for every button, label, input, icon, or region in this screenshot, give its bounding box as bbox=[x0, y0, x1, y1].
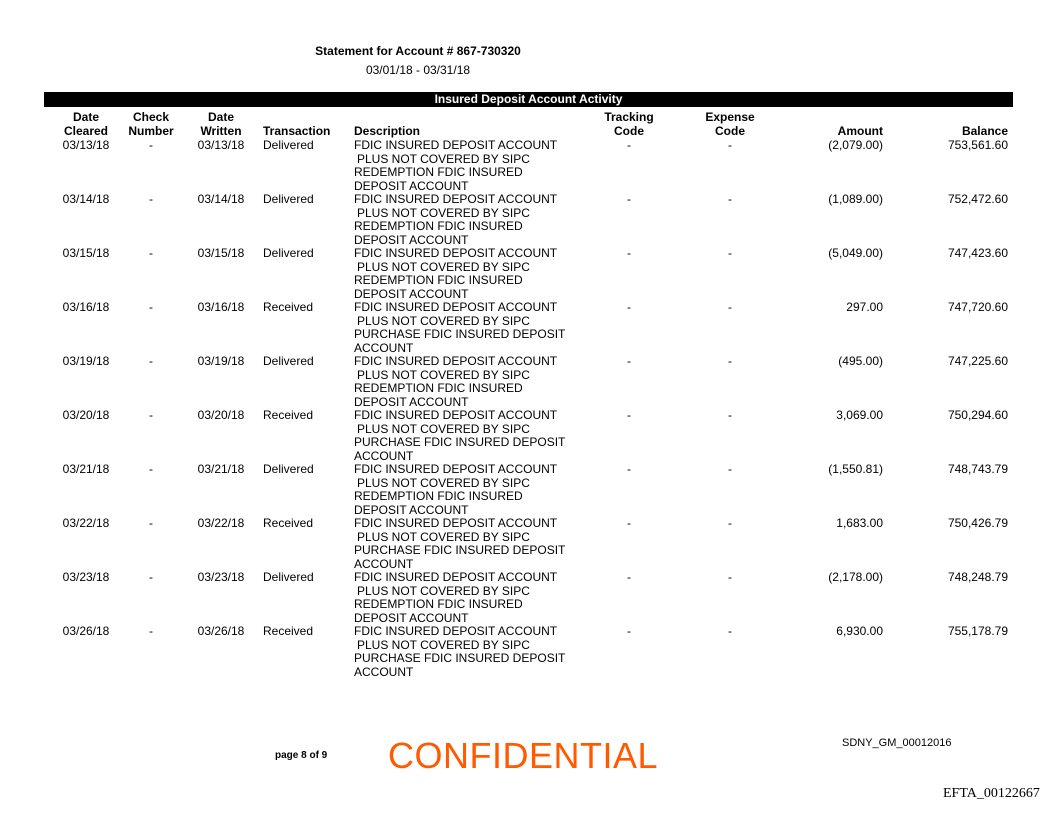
cell-date-cleared: 03/16/18 bbox=[62, 300, 110, 314]
cell-description bbox=[354, 625, 584, 679]
activity-table-body bbox=[0, 139, 1056, 679]
description-line: PLUS NOT COVERED BY SIPC bbox=[357, 421, 530, 436]
cell-balance: 755,178.79 bbox=[947, 624, 1008, 638]
cell-tracking-code: - bbox=[627, 246, 631, 260]
cell-amount: (495.00) bbox=[838, 354, 883, 368]
table-row bbox=[0, 301, 1056, 355]
description-line: FDIC INSURED DEPOSIT ACCOUNT bbox=[354, 246, 558, 260]
cell-date-cleared: 03/13/18 bbox=[62, 138, 110, 152]
cell-description bbox=[354, 463, 584, 517]
cell-amount: (2,079.00) bbox=[828, 138, 883, 152]
cell-amount: (1,089.00) bbox=[828, 192, 883, 206]
cell-check-number: - bbox=[149, 516, 153, 530]
cell-description bbox=[354, 301, 584, 355]
description-line: REDEMPTION FDIC INSURED bbox=[354, 165, 523, 179]
cell-check-number: - bbox=[149, 138, 153, 152]
description-line: PLUS NOT COVERED BY SIPC bbox=[357, 259, 530, 274]
cell-balance: 748,248.79 bbox=[947, 570, 1008, 584]
cell-description bbox=[354, 247, 584, 301]
cell-date-cleared: 03/26/18 bbox=[62, 624, 110, 638]
cell-tracking-code: - bbox=[627, 570, 631, 584]
description-line: PURCHASE FDIC INSURED DEPOSIT bbox=[354, 327, 566, 341]
efta-number: EFTA_00122667 bbox=[943, 786, 1040, 801]
cell-description bbox=[354, 139, 584, 193]
description-line: FDIC INSURED DEPOSIT ACCOUNT bbox=[354, 624, 558, 638]
page-number: page 8 of 9 bbox=[275, 750, 328, 761]
description-line: FDIC INSURED DEPOSIT ACCOUNT bbox=[354, 192, 558, 206]
cell-amount: 1,683.00 bbox=[836, 516, 883, 530]
header-amount: Amount bbox=[837, 124, 883, 138]
table-row bbox=[0, 247, 1056, 301]
table-row bbox=[0, 409, 1056, 463]
cell-date-written: 03/13/18 bbox=[197, 138, 245, 152]
cell-description bbox=[354, 571, 584, 625]
cell-expense-code: - bbox=[728, 408, 732, 422]
bates-number: SDNY_GM_00012016 bbox=[842, 737, 952, 749]
cell-amount: 3,069.00 bbox=[836, 408, 883, 422]
description-line: ACCOUNT bbox=[354, 664, 414, 679]
header-check-number: Check Number bbox=[128, 110, 174, 138]
description-line: REDEMPTION FDIC INSURED bbox=[354, 381, 523, 395]
description-line: FDIC INSURED DEPOSIT ACCOUNT bbox=[354, 354, 558, 368]
cell-balance: 750,294.60 bbox=[947, 408, 1008, 422]
cell-check-number: - bbox=[149, 300, 153, 314]
confidential-stamp: CONFIDENTIAL bbox=[388, 735, 659, 776]
cell-date-cleared: 03/20/18 bbox=[62, 408, 110, 422]
description-line: PLUS NOT COVERED BY SIPC bbox=[357, 205, 530, 220]
description-line: PLUS NOT COVERED BY SIPC bbox=[357, 313, 530, 328]
cell-date-written: 03/21/18 bbox=[197, 462, 245, 476]
description-line: FDIC INSURED DEPOSIT ACCOUNT bbox=[354, 516, 558, 530]
description-line: ACCOUNT bbox=[354, 448, 414, 463]
cell-date-cleared: 03/19/18 bbox=[62, 354, 110, 368]
cell-transaction: Delivered bbox=[263, 138, 314, 152]
cell-amount: (5,049.00) bbox=[828, 246, 883, 260]
cell-transaction: Delivered bbox=[263, 462, 314, 476]
description-line: PLUS NOT COVERED BY SIPC bbox=[357, 529, 530, 544]
table-row bbox=[0, 571, 1056, 625]
header-transaction: Transaction bbox=[263, 124, 331, 138]
description-line: PLUS NOT COVERED BY SIPC bbox=[357, 475, 530, 490]
cell-amount: 297.00 bbox=[846, 300, 883, 314]
description-line: DEPOSIT ACCOUNT bbox=[354, 178, 469, 193]
cell-date-written: 03/14/18 bbox=[197, 192, 245, 206]
cell-expense-code: - bbox=[728, 516, 732, 530]
cell-date-written: 03/22/18 bbox=[197, 516, 245, 530]
cell-expense-code: - bbox=[728, 300, 732, 314]
cell-check-number: - bbox=[149, 570, 153, 584]
cell-check-number: - bbox=[149, 192, 153, 206]
cell-transaction: Received bbox=[263, 408, 314, 422]
cell-date-written: 03/16/18 bbox=[197, 300, 245, 314]
cell-amount: (2,178.00) bbox=[828, 570, 883, 584]
cell-transaction: Delivered bbox=[263, 354, 314, 368]
cell-check-number: - bbox=[149, 246, 153, 260]
cell-date-written: 03/15/18 bbox=[197, 246, 245, 260]
statement-period: 03/01/18 - 03/31/18 bbox=[365, 63, 471, 77]
cell-balance: 753,561.60 bbox=[947, 138, 1008, 152]
description-line: FDIC INSURED DEPOSIT ACCOUNT bbox=[354, 462, 558, 476]
cell-transaction: Delivered bbox=[263, 570, 314, 584]
description-line: REDEMPTION FDIC INSURED bbox=[354, 219, 523, 233]
description-line: PLUS NOT COVERED BY SIPC bbox=[357, 367, 530, 382]
cell-expense-code: - bbox=[728, 138, 732, 152]
description-line: PLUS NOT COVERED BY SIPC bbox=[357, 637, 530, 652]
cell-tracking-code: - bbox=[627, 516, 631, 530]
cell-tracking-code: - bbox=[627, 408, 631, 422]
description-line: FDIC INSURED DEPOSIT ACCOUNT bbox=[354, 570, 558, 584]
description-line: PURCHASE FDIC INSURED DEPOSIT bbox=[354, 651, 566, 665]
description-line: ACCOUNT bbox=[354, 556, 414, 571]
description-line: REDEMPTION FDIC INSURED bbox=[354, 597, 523, 611]
cell-tracking-code: - bbox=[627, 624, 631, 638]
statement-title: Statement for Account # 867-730320 bbox=[315, 44, 521, 58]
header-description: Description bbox=[354, 124, 421, 138]
cell-transaction: Received bbox=[263, 516, 314, 530]
cell-tracking-code: - bbox=[627, 192, 631, 206]
cell-expense-code: - bbox=[728, 192, 732, 206]
cell-date-cleared: 03/14/18 bbox=[62, 192, 110, 206]
cell-tracking-code: - bbox=[627, 354, 631, 368]
header-expense-code: Expense Code bbox=[705, 110, 755, 138]
cell-balance: 748,743.79 bbox=[947, 462, 1008, 476]
cell-transaction: Received bbox=[263, 300, 314, 314]
cell-date-cleared: 03/23/18 bbox=[62, 570, 110, 584]
cell-expense-code: - bbox=[728, 246, 732, 260]
table-row bbox=[0, 463, 1056, 517]
cell-description bbox=[354, 517, 584, 571]
cell-check-number: - bbox=[149, 624, 153, 638]
table-row bbox=[0, 193, 1056, 247]
header-date-written: Date Written bbox=[200, 110, 242, 138]
cell-description bbox=[354, 193, 584, 247]
description-line: PURCHASE FDIC INSURED DEPOSIT bbox=[354, 543, 566, 557]
cell-date-written: 03/26/18 bbox=[197, 624, 245, 638]
cell-amount: (1,550.81) bbox=[828, 462, 883, 476]
header-balance: Balance bbox=[961, 124, 1008, 138]
description-line: DEPOSIT ACCOUNT bbox=[354, 502, 469, 517]
cell-description bbox=[354, 355, 584, 409]
cell-check-number: - bbox=[149, 354, 153, 368]
cell-balance: 747,423.60 bbox=[947, 246, 1008, 260]
header-date-cleared: Date Cleared bbox=[63, 110, 109, 138]
description-line: ACCOUNT bbox=[354, 340, 414, 355]
description-line: REDEMPTION FDIC INSURED bbox=[354, 489, 523, 503]
description-line: DEPOSIT ACCOUNT bbox=[354, 394, 469, 409]
table-row bbox=[0, 139, 1056, 193]
cell-balance: 747,720.60 bbox=[947, 300, 1008, 314]
cell-expense-code: - bbox=[728, 462, 732, 476]
header-tracking-code: Tracking Code bbox=[604, 110, 654, 138]
description-line: FDIC INSURED DEPOSIT ACCOUNT bbox=[354, 300, 558, 314]
cell-transaction: Delivered bbox=[263, 192, 314, 206]
section-title-bar: Insured Deposit Account Activity bbox=[44, 92, 1013, 107]
description-line: DEPOSIT ACCOUNT bbox=[354, 232, 469, 247]
cell-expense-code: - bbox=[728, 624, 732, 638]
description-line: FDIC INSURED DEPOSIT ACCOUNT bbox=[354, 408, 558, 422]
description-line: PLUS NOT COVERED BY SIPC bbox=[357, 151, 530, 166]
cell-tracking-code: - bbox=[627, 462, 631, 476]
cell-date-cleared: 03/22/18 bbox=[62, 516, 110, 530]
description-line: DEPOSIT ACCOUNT bbox=[354, 286, 469, 301]
description-line: PURCHASE FDIC INSURED DEPOSIT bbox=[354, 435, 566, 449]
cell-tracking-code: - bbox=[627, 300, 631, 314]
table-row bbox=[0, 625, 1056, 679]
cell-balance: 747,225.60 bbox=[947, 354, 1008, 368]
cell-date-cleared: 03/15/18 bbox=[62, 246, 110, 260]
cell-amount: 6,930.00 bbox=[836, 624, 883, 638]
description-line: FDIC INSURED DEPOSIT ACCOUNT bbox=[354, 138, 558, 152]
cell-date-written: 03/19/18 bbox=[197, 354, 245, 368]
cell-check-number: - bbox=[149, 408, 153, 422]
cell-expense-code: - bbox=[728, 570, 732, 584]
cell-check-number: - bbox=[149, 462, 153, 476]
table-row bbox=[0, 517, 1056, 571]
cell-description bbox=[354, 409, 584, 463]
cell-balance: 750,426.79 bbox=[947, 516, 1008, 530]
description-line: DEPOSIT ACCOUNT bbox=[354, 610, 469, 625]
table-row bbox=[0, 355, 1056, 409]
description-line: REDEMPTION FDIC INSURED bbox=[354, 273, 523, 287]
cell-expense-code: - bbox=[728, 354, 732, 368]
cell-transaction: Delivered bbox=[263, 246, 314, 260]
cell-transaction: Received bbox=[263, 624, 314, 638]
cell-date-written: 03/23/18 bbox=[197, 570, 245, 584]
cell-date-cleared: 03/21/18 bbox=[62, 462, 110, 476]
cell-tracking-code: - bbox=[627, 138, 631, 152]
cell-date-written: 03/20/18 bbox=[197, 408, 245, 422]
cell-balance: 752,472.60 bbox=[947, 192, 1008, 206]
description-line: PLUS NOT COVERED BY SIPC bbox=[357, 583, 530, 598]
